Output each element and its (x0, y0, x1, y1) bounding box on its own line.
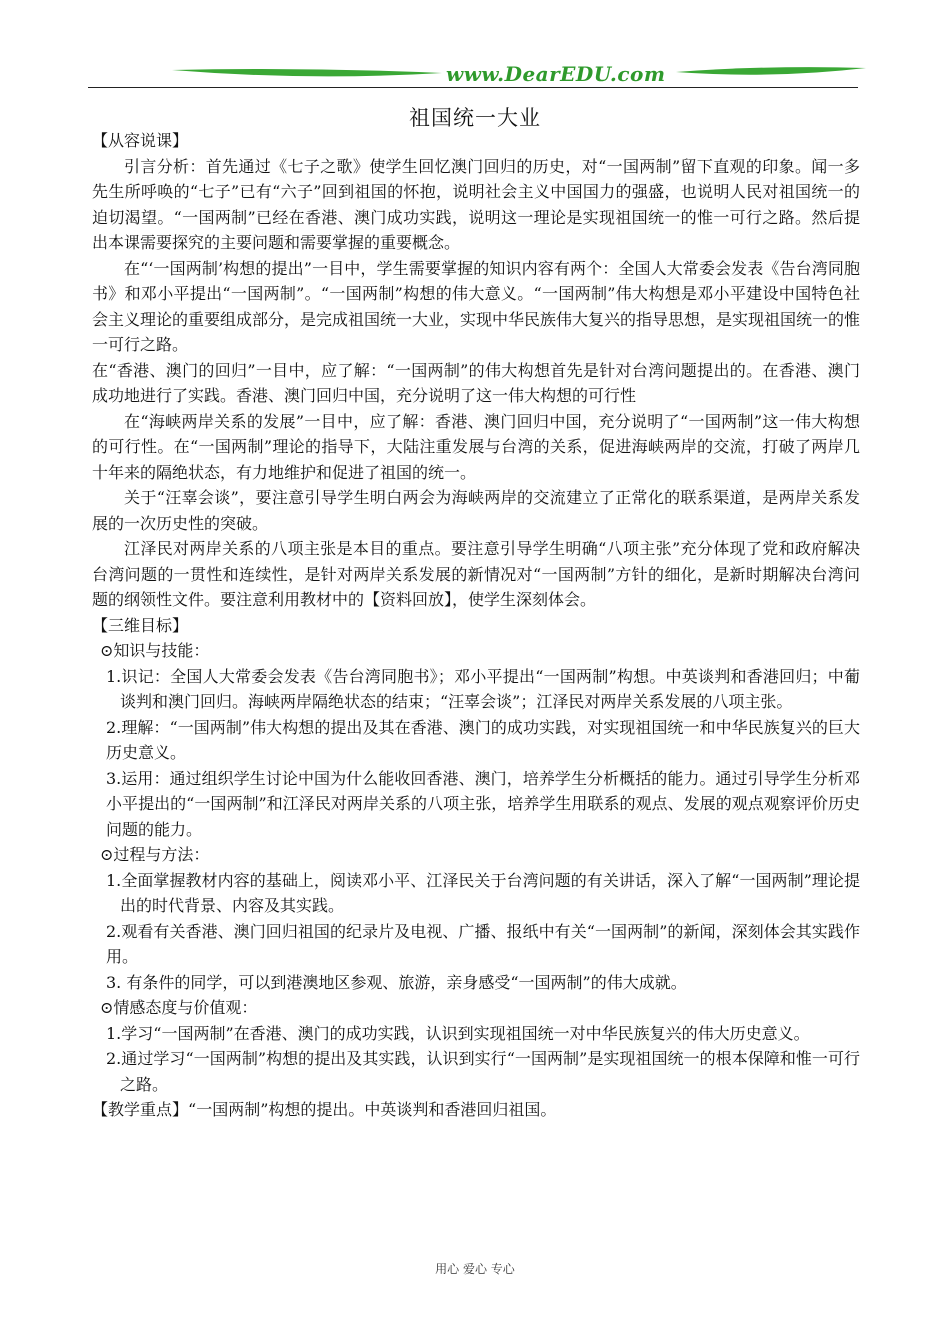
section-heading-teaching: 【从容说课】 (92, 131, 189, 150)
list-item-process-3: 3. 有条件的同学，可以到港澳地区参观、旅游，亲身感受“一国两制”的伟大成就。 (106, 972, 687, 992)
subheading-values: ⊙情感态度与价值观： (100, 998, 258, 1017)
paragraph-intro: 引言分析：首先通过《七子之歌》使学生回忆澳门回归的历史，对“一国两制”留下直观的印象。闻一多先生所呼唤的“七子”已有“六子”回到祖国的怀抱，说明社会主义中国国力的强盛，也说明人民对祖国统一的迫切渴望。“一国两制”已经在香港、澳门成功实践，说明这一理论是实现祖国统一的惟一可行之路。然后提出本课需要探究的主要问题和需要掌握的重要概念。 (92, 156, 860, 252)
page-footer: 用心 爱心 专心 (435, 1262, 515, 1276)
section-heading-key-points: 【教学重点】 (92, 1100, 189, 1119)
subheading-knowledge: ⊙知识与技能： (100, 641, 210, 660)
page-header (88, 60, 858, 92)
list-item-knowledge-3: 3.运用：通过组织学生讨论中国为什么能收回香港、澳门，培养学生分析概括的能力。通过引导学生分析邓小平提出的“一国两制”和江泽民对两岸关系的八项主张，培养学生用联系的观点、发展的观点观察评价历史问题的能力。 (106, 768, 860, 839)
list-item-knowledge-2: 2.理解：“一国两制”伟大构想的提出及其在香港、澳门的成功实践，对实现祖国统一和中华民族复兴的巨大历史意义。 (106, 717, 860, 762)
key-points-text: “一国两制”构想的提出。中英谈判和香港回归祖国。 (188, 1100, 557, 1119)
paragraph-one-country: 在“‘一国两制’构想的提出”一目中，学生需要掌握的知识内容有两个：全国人大常委会发表《告台湾同胞书》和邓小平提出“一国两制”。“一国两制”构想的伟大意义。“一国两制”伟大构想是邓小平建设中国特色社会主义理论的重要组成部分，是完成祖国统一大业，实现中华民族伟大复兴的指导思想，是实现祖国统一的惟一可行之路。 (92, 258, 861, 354)
list-item-process-2: 2.观看有关香港、澳门回归祖国的纪录片及电视、广播、报纸中有关“一国两制”的新闻，深刻体会其实践作用。 (106, 921, 860, 966)
header-rule (88, 87, 858, 88)
list-item-knowledge-1: 1.识记：全国人大常委会发表《告台湾同胞书》；邓小平提出“一国两制”构想。中英谈判和香港回归；中葡谈判和澳门回归。海峡两岸隔绝状态的结束；“汪辜会谈”；江泽民对两岸关系发展的八项主张。 (106, 666, 860, 711)
left-swoosh-decoration (172, 68, 442, 80)
document-body (92, 128, 860, 1123)
site-logo: www.DearEDU.com (446, 62, 666, 86)
list-item-process-1: 1.全面掌握教材内容的基础上，阅读邓小平、江泽民关于台湾问题的有关讲话，深入了解“一国两制”理论提出的时代背景、内容及其实践。 (106, 870, 860, 915)
paragraph-wang-koo: 关于“汪辜会谈”，要注意引导学生明白两会为海峡两岸的交流建立了正常化的联系渠道，是两岸关系发展的一次历史性的突破。 (92, 488, 860, 533)
key-points-line (92, 1097, 860, 1123)
paragraph-return: 在“香港、澳门的回归”一目中，应了解：“一国两制”的伟大构想首先是针对台湾问题提出的。在香港、澳门成功地进行了实践。香港、澳门回归中国，充分说明了这一伟大构想的可行性 (92, 360, 860, 405)
paragraph-eight-points: 江泽民对两岸关系的八项主张是本目的重点。要注意引导学生明确“八项主张”充分体现了党和政府解决台湾问题的一贯性和连续性，是针对两岸关系发展的新情况对“一国两制”方针的细化，是新时期解决台湾问题的纲领性文件。要注意利用教材中的【资料回放】，使学生深刻体会。 (92, 539, 860, 609)
section-heading-goals: 【三维目标】 (92, 615, 189, 635)
subheading-process: ⊙过程与方法： (100, 845, 210, 864)
right-swoosh-decoration (676, 66, 866, 78)
paragraph-strait: 在“海峡两岸关系的发展”一目中，应了解：香港、澳门回归中国，充分说明了“一国两制”这一伟大构想的可行性。在“一国两制”理论的指导下，大陆注重发展与台湾的关系，促进海峡两岸的交流，打破了两岸几十年来的隔绝状态，有力地维护和促进了祖国的统一。 (92, 411, 860, 482)
list-item-values-1: 1.学习“一国两制”在香港、澳门的成功实践，认识到实现祖国统一对中华民族复兴的伟大历史意义。 (106, 1023, 810, 1043)
list-item-values-2: 2.通过学习“一国两制”构想的提出及其实践，认识到实行“一国两制”是实现祖国统一的根本保障和惟一可行之路。 (106, 1049, 860, 1094)
document-title: 祖国统一大业 (409, 106, 541, 130)
